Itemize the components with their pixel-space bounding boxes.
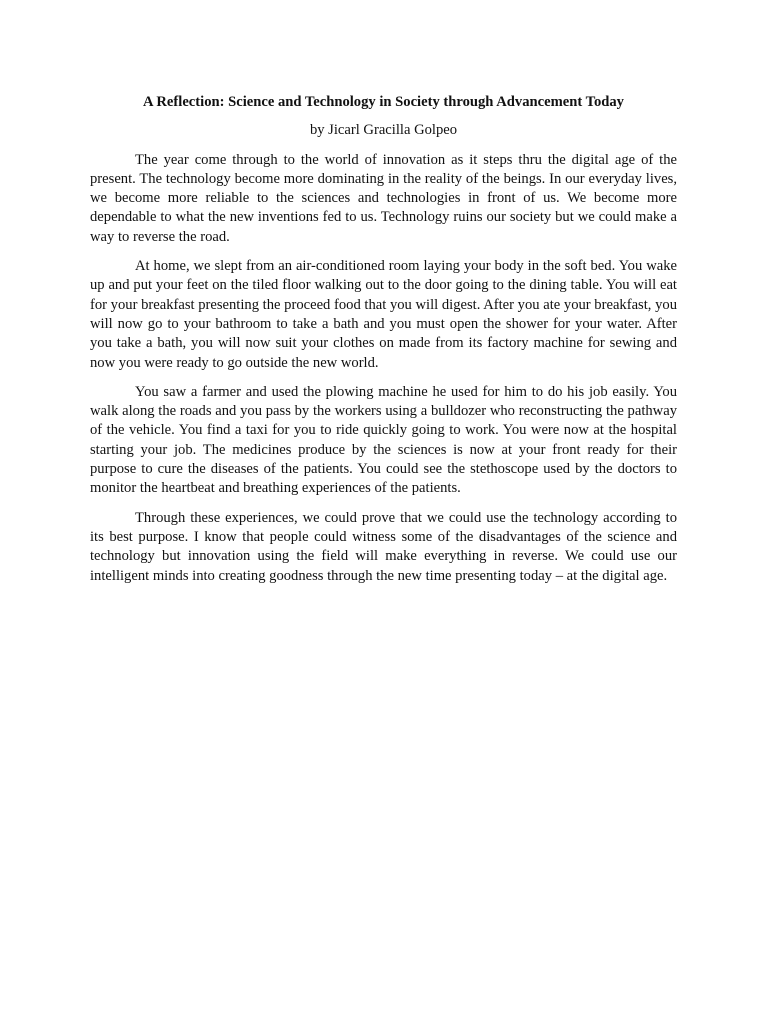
- paragraph: At home, we slept from an air-conditioned room laying your body in the soft bed. You wake up and put your feet on the tiled floor walking out to the door going to the dining table. You will eat for your breakfast presenting the proceed food that you will digest. After you ate your breakfast, you will now go to your bathroom to take a bath and you must open the shower for your water. After you take a bath, you will now suit your clothes on made from its factory machine for sewing and now you were ready to go outside the new world.: [90, 258, 677, 371]
- document-body: [90, 93, 677, 596]
- paragraph: You saw a farmer and used the plowing machine he used for him to do his job easily. You walk along the roads and you pass by the workers using a bulldozer who reconstructing the pathway of the vehicle. You find a taxi for you to ride quickly going to work. You were now at the hospital starting your job. The medicines produce by the sciences is now at your front ready for their purpose to cure the diseases of the patients. You could see the stethoscope used by the doctors to monitor the heartbeat and breathing experiences of the patients.: [90, 383, 677, 497]
- document-author: by Jicarl Gracilla Golpeo: [309, 122, 458, 139]
- document-title: A Reflection: Science and Technology in Society through Advancement Today: [143, 94, 624, 110]
- paragraph: Through these experiences, we could prove that we could use the technology according to its best purpose. I know that people could witness some of the disadvantages of the science and technology but innovation using the field will make everything in reverse. We could use our intelligent minds into creating goodness through the new time presenting today – at the digital age.: [90, 509, 677, 584]
- paragraph: The year come through to the world of innovation as it steps thru the digital age of the present. The technology become more dominating in the reality of the beings. In our everyday lives, we become more reliable to the sciences and technologies in front of us. We become more dependable to what the new inventions fed to us. Technology ruins our society but we could make a way to reverse the road.: [90, 151, 677, 245]
